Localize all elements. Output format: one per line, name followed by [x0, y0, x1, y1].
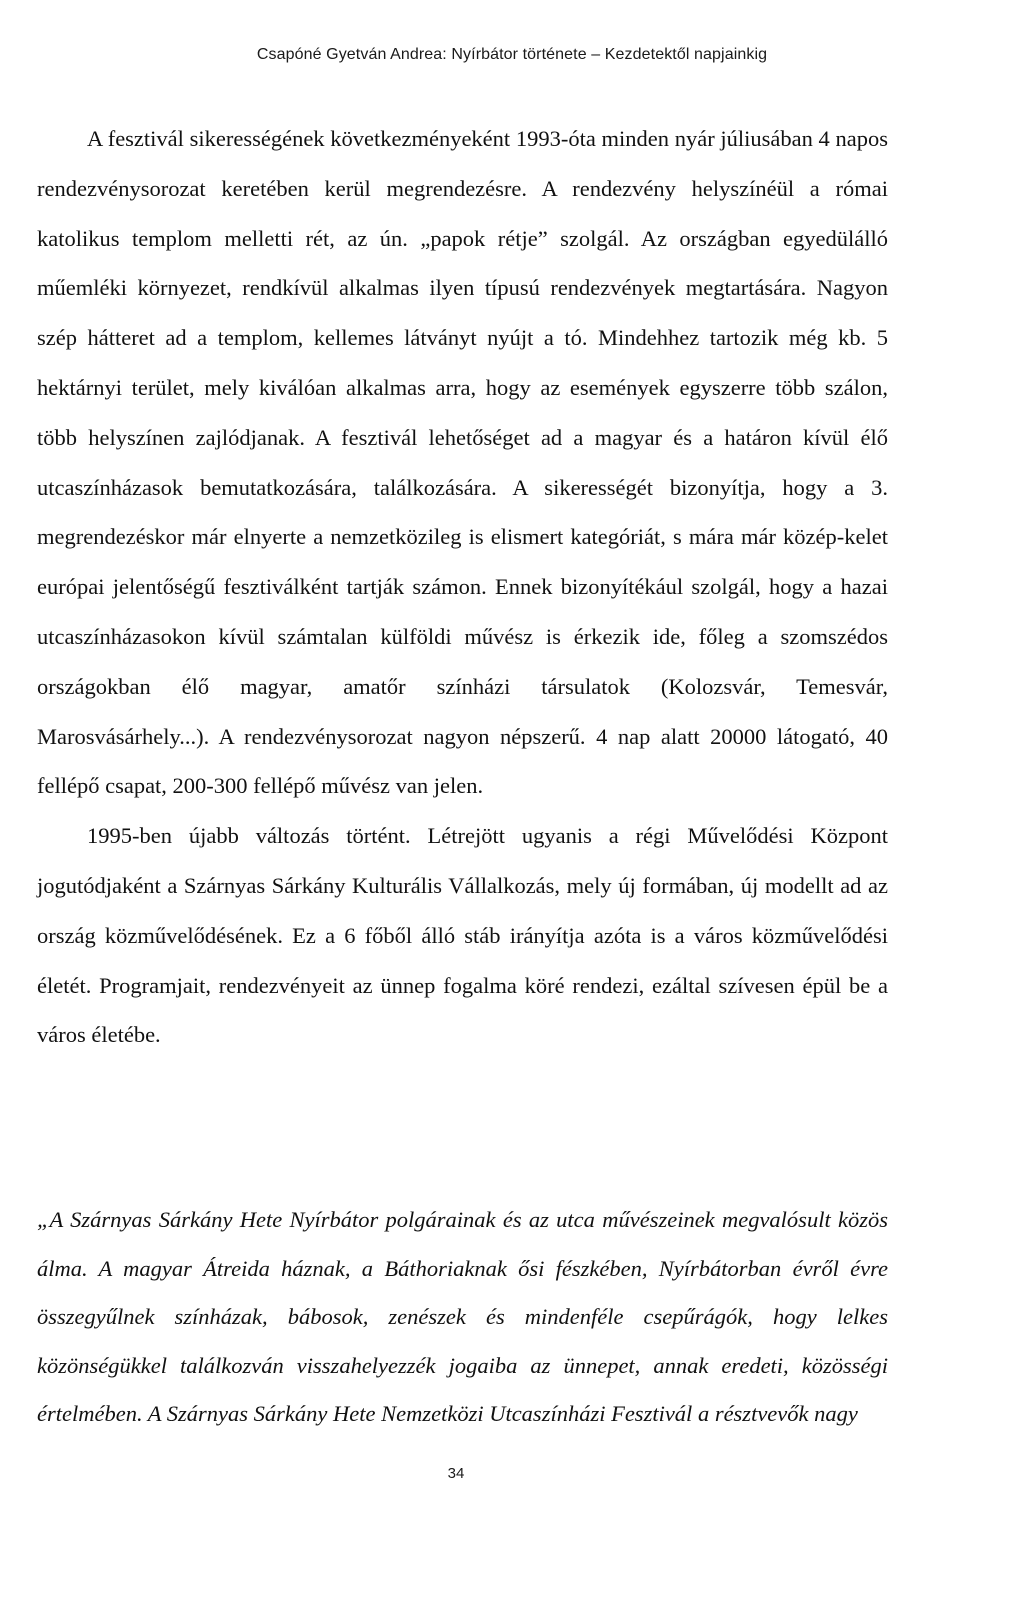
paragraph-festival: A fesztivál sikerességének következményeként 1993-óta minden nyár júliusában 4 napos rendezvénysorozat keretében kerül megrendezésre. A rendezvény helyszínéül a római katolikus templom melletti rét, az ún. „papok rétje” szolgál. Az országban egyedülálló műemléki környezet, rendkívül alkalmas ilyen típusú rendezvények megtartására. Nagyon szép hátteret ad a templom, kellemes látványt nyújt a tó. Mindehhez tartozik még kb. 5 hektárnyi terület, mely kiválóan alkalmas arra, hogy az események egyszerre több szálon, több helyszínen zajlódjanak. A fesztivál lehetőséget ad a magyar és a határon kívül élő utcaszínházasok bemutatkozására, találkozására. A sikerességét bizonyítja, hogy a 3. megrendezéskor már elnyerte a nemzetközileg is elismert kategóriát, s mára már közép-kelet európai jelentőségű fesztiválként tartják számon. Ennek bizonyítékául szolgál, hogy a hazai utcaszínházasokon kívül számtalan külföldi művész is érkezik ide, főleg a szomszédos országokban élő magyar, amatőr színházi társulatok (Kolozsvár, Temesvár, Marosvásárhely...). A rendezvénysorozat nagyon népszerű. 4 nap alatt 20000 látogató, 40 fellépő csapat, 200-300 fellépő művész van jelen. [37, 126, 888, 799]
body-text [37, 114, 888, 1060]
running-header: Csapóné Gyetván Andrea: Nyírbátor története – Kezdetektől napjainkig [256, 46, 768, 63]
quote-text: „A Szárnyas Sárkány Hete Nyírbátor polgárainak és az utca művészeinek megvalósult közös álma. A magyar Átreida háznak, a Báthoriaknak ősi fészkében, Nyírbátorban évről évre összegyűlnek színházak, bábosok, zenészek és mindenféle csepűrágók, hogy lelkes közönségükkel találkozván visszahelyezzék jogaiba az ünnepet, annak eredeti, közösségi értelmében. A Szárnyas Sárkány Hete Nemzetközi Utcaszínházi Fesztivál a résztvevők nagy [37, 1207, 888, 1427]
paragraph-1995: 1995-ben újabb változás történt. Létrejött ugyanis a régi Művelődési Központ jogutódjaként a Szárnyas Sárkány Kulturális Vállalkozás, mely új formában, új modellt ad az ország közművelődésének. Ez a 6 főből álló stáb irányítja azóta is a város közművelődési életét. Programjait, rendezvényeit az ünnep fogalma köré rendezi, ezáltal szívesen épül be a város életébe. [37, 823, 888, 1048]
page-number: 34 [447, 1465, 465, 1482]
block-quote [37, 1196, 888, 1439]
